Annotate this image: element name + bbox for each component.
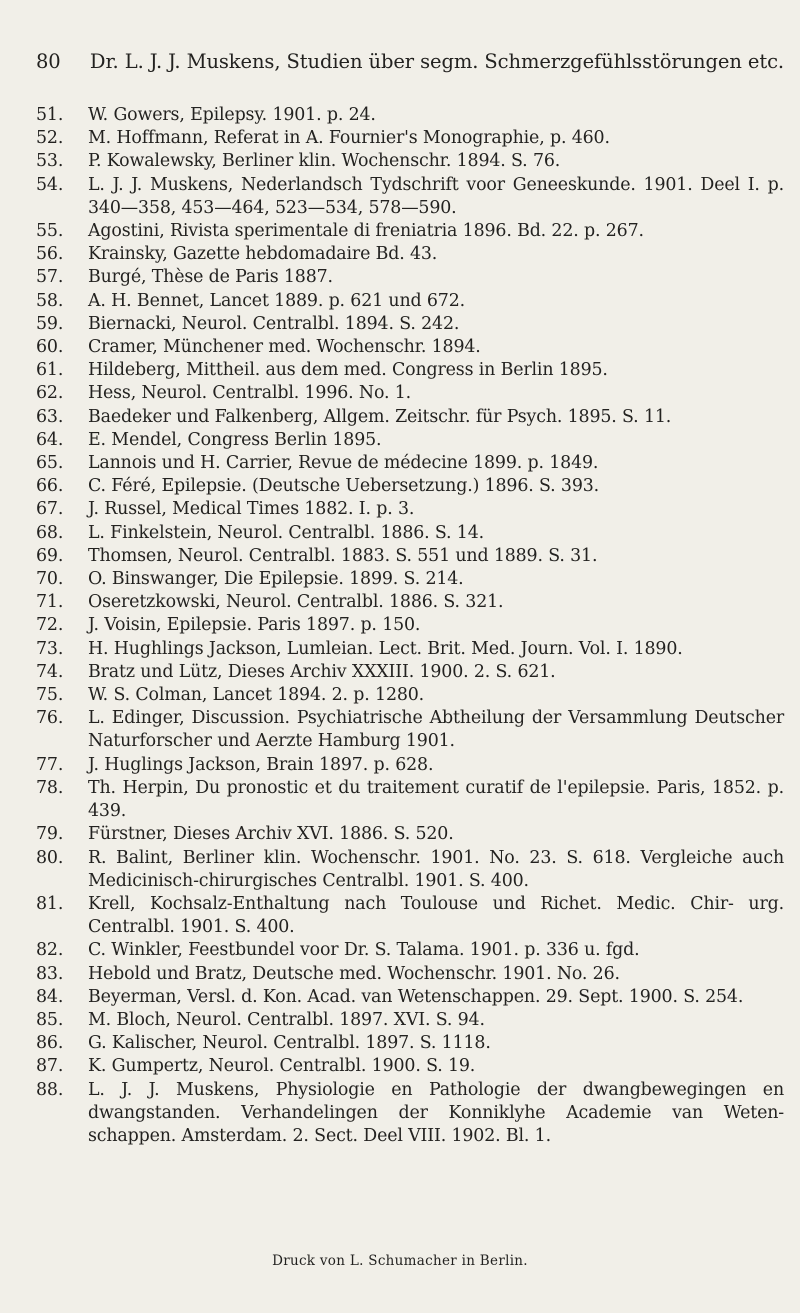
reference-text: L. J. J. Muskens, Nederlandsch Tydschrift voor Geneeskunde. 1901. Deel I. p. 340—358, 453—464, 523—534, 578—590. bbox=[88, 174, 784, 218]
reference-item bbox=[36, 591, 784, 614]
reference-text: Burgé, Thèse de Paris 1887. bbox=[88, 267, 333, 288]
reference-text: C. Winkler, Feestbundel voor Dr. S. Talama. 1901. p. 336 u. fgd. bbox=[88, 940, 640, 961]
reference-number: 83. bbox=[36, 963, 64, 984]
reference-text: Krainsky, Gazette hebdomadaire Bd. 43. bbox=[88, 244, 438, 265]
reference-text: R. Balint, Berliner klin. Wochenschr. 1901. No. 23. S. 618. Vergleiche auch Medicinisch-chirurgisches Centralbl. 1901. S. 400. bbox=[88, 847, 784, 891]
reference-item bbox=[36, 150, 784, 173]
reference-item bbox=[36, 266, 784, 289]
reference-item bbox=[36, 1079, 784, 1149]
reference-text: A. H. Bennet, Lancet 1889. p. 621 und 672. bbox=[88, 290, 466, 311]
reference-number: 77. bbox=[36, 754, 64, 775]
reference-number: 72. bbox=[36, 615, 64, 636]
reference-text: W. S. Colman, Lancet 1894. 2. p. 1280. bbox=[88, 685, 425, 706]
reference-number: 87. bbox=[36, 1056, 64, 1077]
reference-number: 61. bbox=[36, 360, 64, 381]
reference-text: Lannois und H. Carrier, Revue de médecine 1899. p. 1849. bbox=[88, 453, 599, 474]
reference-text: Beyerman, Versl. d. Kon. Acad. van Wetenschappen. 29. Sept. 1900. S. 254. bbox=[88, 986, 744, 1007]
reference-number: 71. bbox=[36, 592, 64, 613]
reference-number: 84. bbox=[36, 986, 64, 1007]
reference-item bbox=[36, 313, 784, 336]
reference-text: E. Mendel, Congress Berlin 1895. bbox=[88, 429, 382, 450]
reference-text: Hebold und Bratz, Deutsche med. Wochenschr. 1901. No. 26. bbox=[88, 963, 620, 984]
reference-number: 69. bbox=[36, 545, 64, 566]
reference-number: 85. bbox=[36, 1009, 64, 1030]
printer-imprint: Druck von L. Schumacher in Berlin. bbox=[272, 1253, 528, 1269]
reference-text: G. Kalischer, Neurol. Centralbl. 1897. S. 1118. bbox=[88, 1033, 491, 1054]
reference-number: 62. bbox=[36, 383, 64, 404]
reference-text: Hess, Neurol. Centralbl. 1996. No. 1. bbox=[88, 383, 412, 404]
reference-number: 58. bbox=[36, 290, 64, 311]
reference-item bbox=[36, 174, 784, 220]
reference-item bbox=[36, 522, 784, 545]
reference-text: Fürstner, Dieses Archiv XVI. 1886. S. 520. bbox=[88, 824, 454, 845]
reference-number: 56. bbox=[36, 244, 64, 265]
reference-item bbox=[36, 1032, 784, 1055]
reference-text: Th. Herpin, Du pronostic et du traitement curatif de l'epilepsie. Paris, 1852. p. 439. bbox=[88, 777, 784, 822]
reference-item bbox=[36, 1055, 784, 1078]
reference-text: Biernacki, Neurol. Centralbl. 1894. S. 242. bbox=[88, 313, 460, 334]
reference-item bbox=[36, 243, 784, 266]
reference-number: 74. bbox=[36, 661, 64, 682]
reference-item bbox=[36, 684, 784, 707]
reference-text: Cramer, Münchener med. Wochenschr. 1894. bbox=[88, 337, 481, 358]
reference-text: H. Hughlings Jackson, Lumleian. Lect. Brit. Med. Journ. Vol. I. 1890. bbox=[88, 638, 683, 659]
reference-text: W. Gowers, Epilepsy. 1901. p. 24. bbox=[88, 105, 376, 125]
reference-item bbox=[36, 777, 784, 823]
reference-item bbox=[36, 1009, 784, 1032]
reference-text: Baedeker und Falkenberg, Allgem. Zeitschr. für Psych. 1895. S. 11. bbox=[88, 406, 672, 427]
reference-number: 67. bbox=[36, 499, 64, 520]
reference-number: 60. bbox=[36, 337, 64, 358]
reference-item bbox=[36, 336, 784, 359]
reference-item bbox=[36, 707, 784, 753]
reference-number: 65. bbox=[36, 453, 64, 474]
reference-text: O. Binswanger, Die Epilepsie. 1899. S. 214. bbox=[88, 569, 464, 590]
reference-number: 68. bbox=[36, 522, 64, 543]
reference-text: Hildeberg, Mittheil. aus dem med. Congress in Berlin 1895. bbox=[88, 360, 608, 381]
reference-number: 51. bbox=[36, 105, 64, 125]
reference-number: 78. bbox=[36, 777, 64, 798]
reference-number: 66. bbox=[36, 476, 64, 497]
reference-item bbox=[36, 986, 784, 1009]
reference-item bbox=[36, 754, 784, 777]
reference-number: 53. bbox=[36, 151, 64, 172]
page-number: 80 bbox=[36, 50, 61, 73]
reference-item bbox=[36, 127, 784, 150]
reference-number: 55. bbox=[36, 221, 64, 242]
reference-item bbox=[36, 290, 784, 313]
running-header bbox=[36, 50, 784, 73]
reference-number: 64. bbox=[36, 429, 64, 450]
reference-text: L. J. J. Muskens, Physiologie en Pathologie der dwangbewegingen en dwangstanden. Verhandelingen der Konniklyhe Academie van Weten- schappen. Amsterdam. 2. Sect. Deel VIII. 1902. Bl. 1. bbox=[88, 1079, 784, 1146]
reference-text: K. Gumpertz, Neurol. Centralbl. 1900. S. 19. bbox=[88, 1056, 476, 1077]
reference-item bbox=[36, 359, 784, 382]
reference-item bbox=[36, 568, 784, 591]
reference-item bbox=[36, 939, 784, 962]
reference-number: 86. bbox=[36, 1033, 64, 1054]
reference-number: 75. bbox=[36, 685, 64, 706]
reference-text: Krell, Kochsalz-Enthaltung nach Toulouse und Richet. Medic. Chir- urg. Centralbl. 1901. S. 400. bbox=[88, 893, 784, 938]
reference-text: J. Voisin, Epilepsie. Paris 1897. p. 150. bbox=[88, 615, 421, 636]
reference-text: L. Finkelstein, Neurol. Centralbl. 1886. S. 14. bbox=[88, 522, 485, 543]
reference-number: 59. bbox=[36, 313, 64, 334]
reference-item bbox=[36, 823, 784, 846]
reference-list bbox=[36, 104, 784, 1148]
reference-number: 76. bbox=[36, 708, 64, 729]
reference-number: 88. bbox=[36, 1079, 64, 1100]
reference-item bbox=[36, 382, 784, 405]
reference-text: M. Bloch, Neurol. Centralbl. 1897. XVI. S. 94. bbox=[88, 1009, 485, 1030]
reference-item bbox=[36, 963, 784, 986]
reference-text: J. Huglings Jackson, Brain 1897. p. 628. bbox=[88, 754, 434, 775]
reference-item bbox=[36, 498, 784, 521]
reference-item bbox=[36, 893, 784, 939]
reference-item bbox=[36, 475, 784, 498]
reference-number: 54. bbox=[36, 174, 64, 195]
reference-text: P. Kowalewsky, Berliner klin. Wochenschr. 1894. S. 76. bbox=[88, 151, 561, 172]
reference-text: M. Hoffmann, Referat in A. Fournier's Monographie, p. 460. bbox=[88, 128, 610, 149]
reference-number: 52. bbox=[36, 128, 64, 149]
reference-number: 82. bbox=[36, 940, 64, 961]
reference-text: J. Russel, Medical Times 1882. I. p. 3. bbox=[88, 499, 415, 520]
reference-text: Oseretzkowski, Neurol. Centralbl. 1886. S. 321. bbox=[88, 592, 504, 613]
reference-number: 57. bbox=[36, 267, 64, 288]
running-title: Dr. L. J. J. Muskens, Studien über segm. Schmerzgefühlsstörungen etc. bbox=[89, 50, 784, 73]
reference-item bbox=[36, 847, 784, 893]
reference-item bbox=[36, 614, 784, 637]
reference-text: C. Féré, Epilepsie. (Deutsche Uebersetzung.) 1896. S. 393. bbox=[88, 476, 600, 497]
reference-item bbox=[36, 406, 784, 429]
reference-number: 79. bbox=[36, 824, 64, 845]
reference-text: Bratz und Lütz, Dieses Archiv XXXIII. 1900. 2. S. 621. bbox=[88, 661, 556, 682]
reference-item bbox=[36, 104, 784, 127]
reference-item bbox=[36, 429, 784, 452]
reference-text: Agostini, Rivista sperimentale di freniatria 1896. Bd. 22. p. 267. bbox=[88, 221, 644, 242]
reference-number: 73. bbox=[36, 638, 64, 659]
reference-item bbox=[36, 545, 784, 568]
reference-item bbox=[36, 452, 784, 475]
reference-item bbox=[36, 661, 784, 684]
reference-text: Thomsen, Neurol. Centralbl. 1883. S. 551 und 1889. S. 31. bbox=[88, 545, 598, 566]
reference-number: 81. bbox=[36, 893, 64, 914]
reference-number: 70. bbox=[36, 569, 64, 590]
reference-number: 80. bbox=[36, 847, 64, 868]
reference-number: 63. bbox=[36, 406, 64, 427]
reference-item bbox=[36, 220, 784, 243]
reference-text: L. Edinger, Discussion. Psychiatrische Abtheilung der Versammlung Deutscher Naturforscher und Aerzte Hamburg 1901. bbox=[88, 708, 784, 752]
reference-item bbox=[36, 638, 784, 661]
